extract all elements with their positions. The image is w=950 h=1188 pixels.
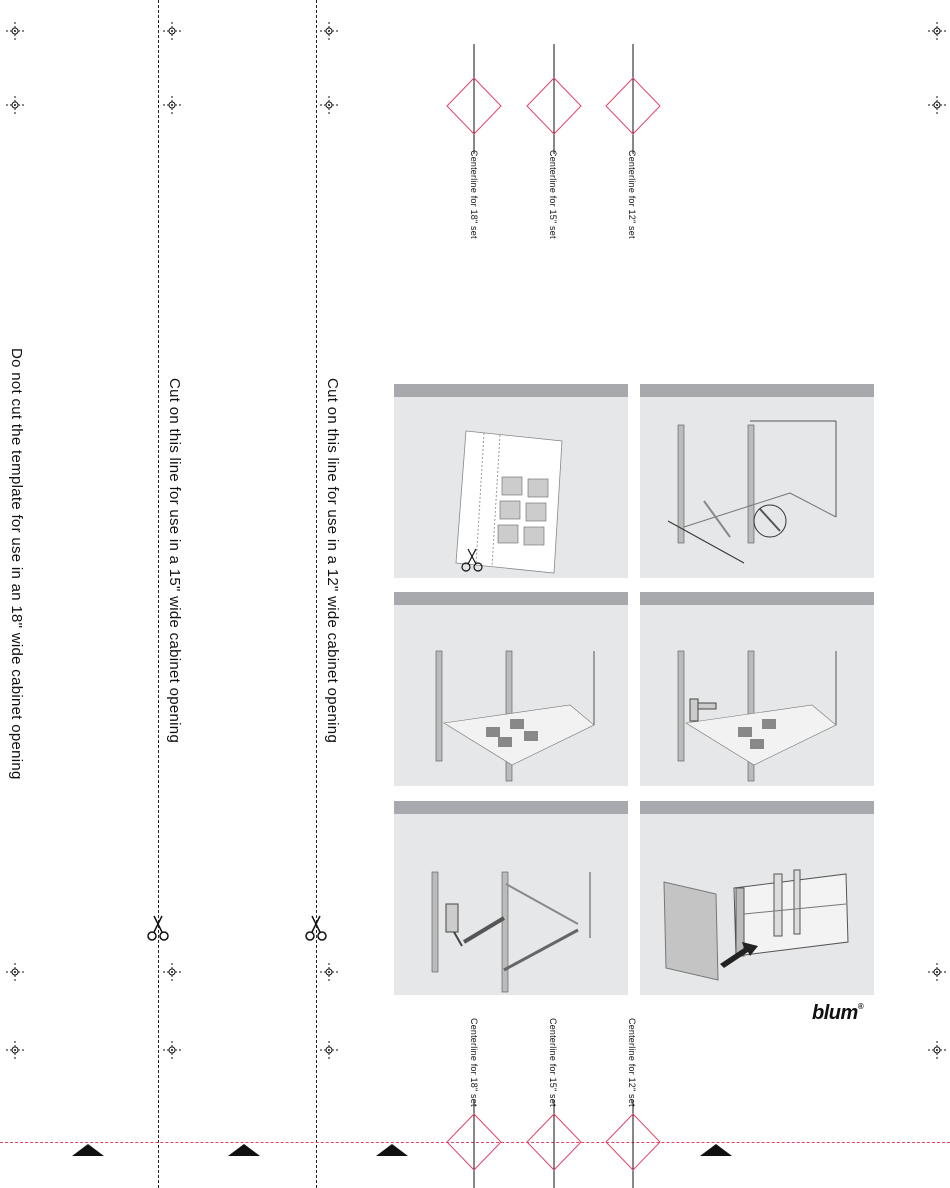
panel-header — [394, 801, 628, 814]
registration-mark-icon — [6, 1041, 24, 1059]
centerline-label-18-top: Centerline for 18" set — [469, 150, 479, 239]
triangle-marker-icon — [376, 1144, 408, 1156]
registration-mark-icon — [928, 22, 946, 40]
triangle-marker-icon — [228, 1144, 260, 1156]
brand-name: blum — [812, 1002, 858, 1024]
registration-mark-icon — [320, 963, 338, 981]
centerline-marker-15-bottom — [525, 1100, 583, 1188]
template-sheet-illustration — [394, 397, 628, 578]
registration-mark-icon — [163, 963, 181, 981]
registration-mark-icon — [320, 22, 338, 40]
centerline-label-12-top: Centerline for 12" set — [627, 150, 637, 239]
centerline-label-15-bottom: Centerline for 15" set — [548, 1018, 558, 1107]
registration-mark-icon — [6, 963, 24, 981]
place-template-illustration — [394, 605, 628, 786]
measure-cabinet-illustration — [640, 397, 874, 578]
registration-mark-icon — [928, 963, 946, 981]
registration-mark-icon — [928, 1041, 946, 1059]
step-panel-mark-holes — [640, 592, 874, 786]
panel-header — [640, 592, 874, 605]
registered-mark: ® — [857, 1002, 864, 1011]
scissors-icon — [146, 914, 170, 942]
panel-header — [394, 384, 628, 397]
centerline-label-18-bottom: Centerline for 18" set — [469, 1018, 479, 1107]
cut-line-12 — [316, 0, 317, 1188]
registration-mark-icon — [163, 22, 181, 40]
panel-header — [640, 384, 874, 397]
registration-mark-icon — [163, 1041, 181, 1059]
centerline-label-15-top: Centerline for 15" set — [548, 150, 558, 239]
step-panel-place-template — [394, 592, 628, 786]
centerline-marker-12-top — [604, 44, 662, 154]
centerline-marker-12-bottom — [604, 1100, 662, 1188]
registration-mark-icon — [320, 1041, 338, 1059]
panel-header — [640, 801, 874, 814]
registration-mark-icon — [928, 96, 946, 114]
step-panel-insert-drawer — [640, 801, 874, 995]
registration-mark-icon — [6, 22, 24, 40]
step-panel-drill-runners — [394, 801, 628, 995]
blum-logo — [812, 1002, 863, 1025]
panel-header — [394, 592, 628, 605]
centerline-marker-15-top — [525, 44, 583, 154]
triangle-marker-icon — [700, 1144, 732, 1156]
step-panel-measure — [640, 384, 874, 578]
centerline-marker-18-top — [445, 44, 503, 154]
scissors-icon — [304, 914, 328, 942]
mark-holes-illustration — [640, 605, 874, 786]
centerline-marker-18-bottom — [445, 1100, 503, 1188]
registration-mark-icon — [320, 96, 338, 114]
instruction-cut-15: Cut on this line for use in a 15" wide cabinet opening — [166, 378, 183, 744]
triangle-marker-icon — [72, 1144, 104, 1156]
step-panel-template — [394, 384, 628, 578]
instruction-do-not-cut-18: Do not cut the template for use in an 18" wide cabinet opening — [8, 348, 25, 780]
insert-drawer-illustration — [640, 814, 874, 995]
registration-mark-icon — [163, 96, 181, 114]
centerline-label-12-bottom: Centerline for 12" set — [627, 1018, 637, 1107]
cut-line-15 — [158, 0, 159, 1188]
instruction-cut-12: Cut on this line for use in a 12" wide cabinet opening — [324, 378, 341, 744]
registration-mark-icon — [6, 96, 24, 114]
drill-runners-illustration — [394, 814, 628, 995]
